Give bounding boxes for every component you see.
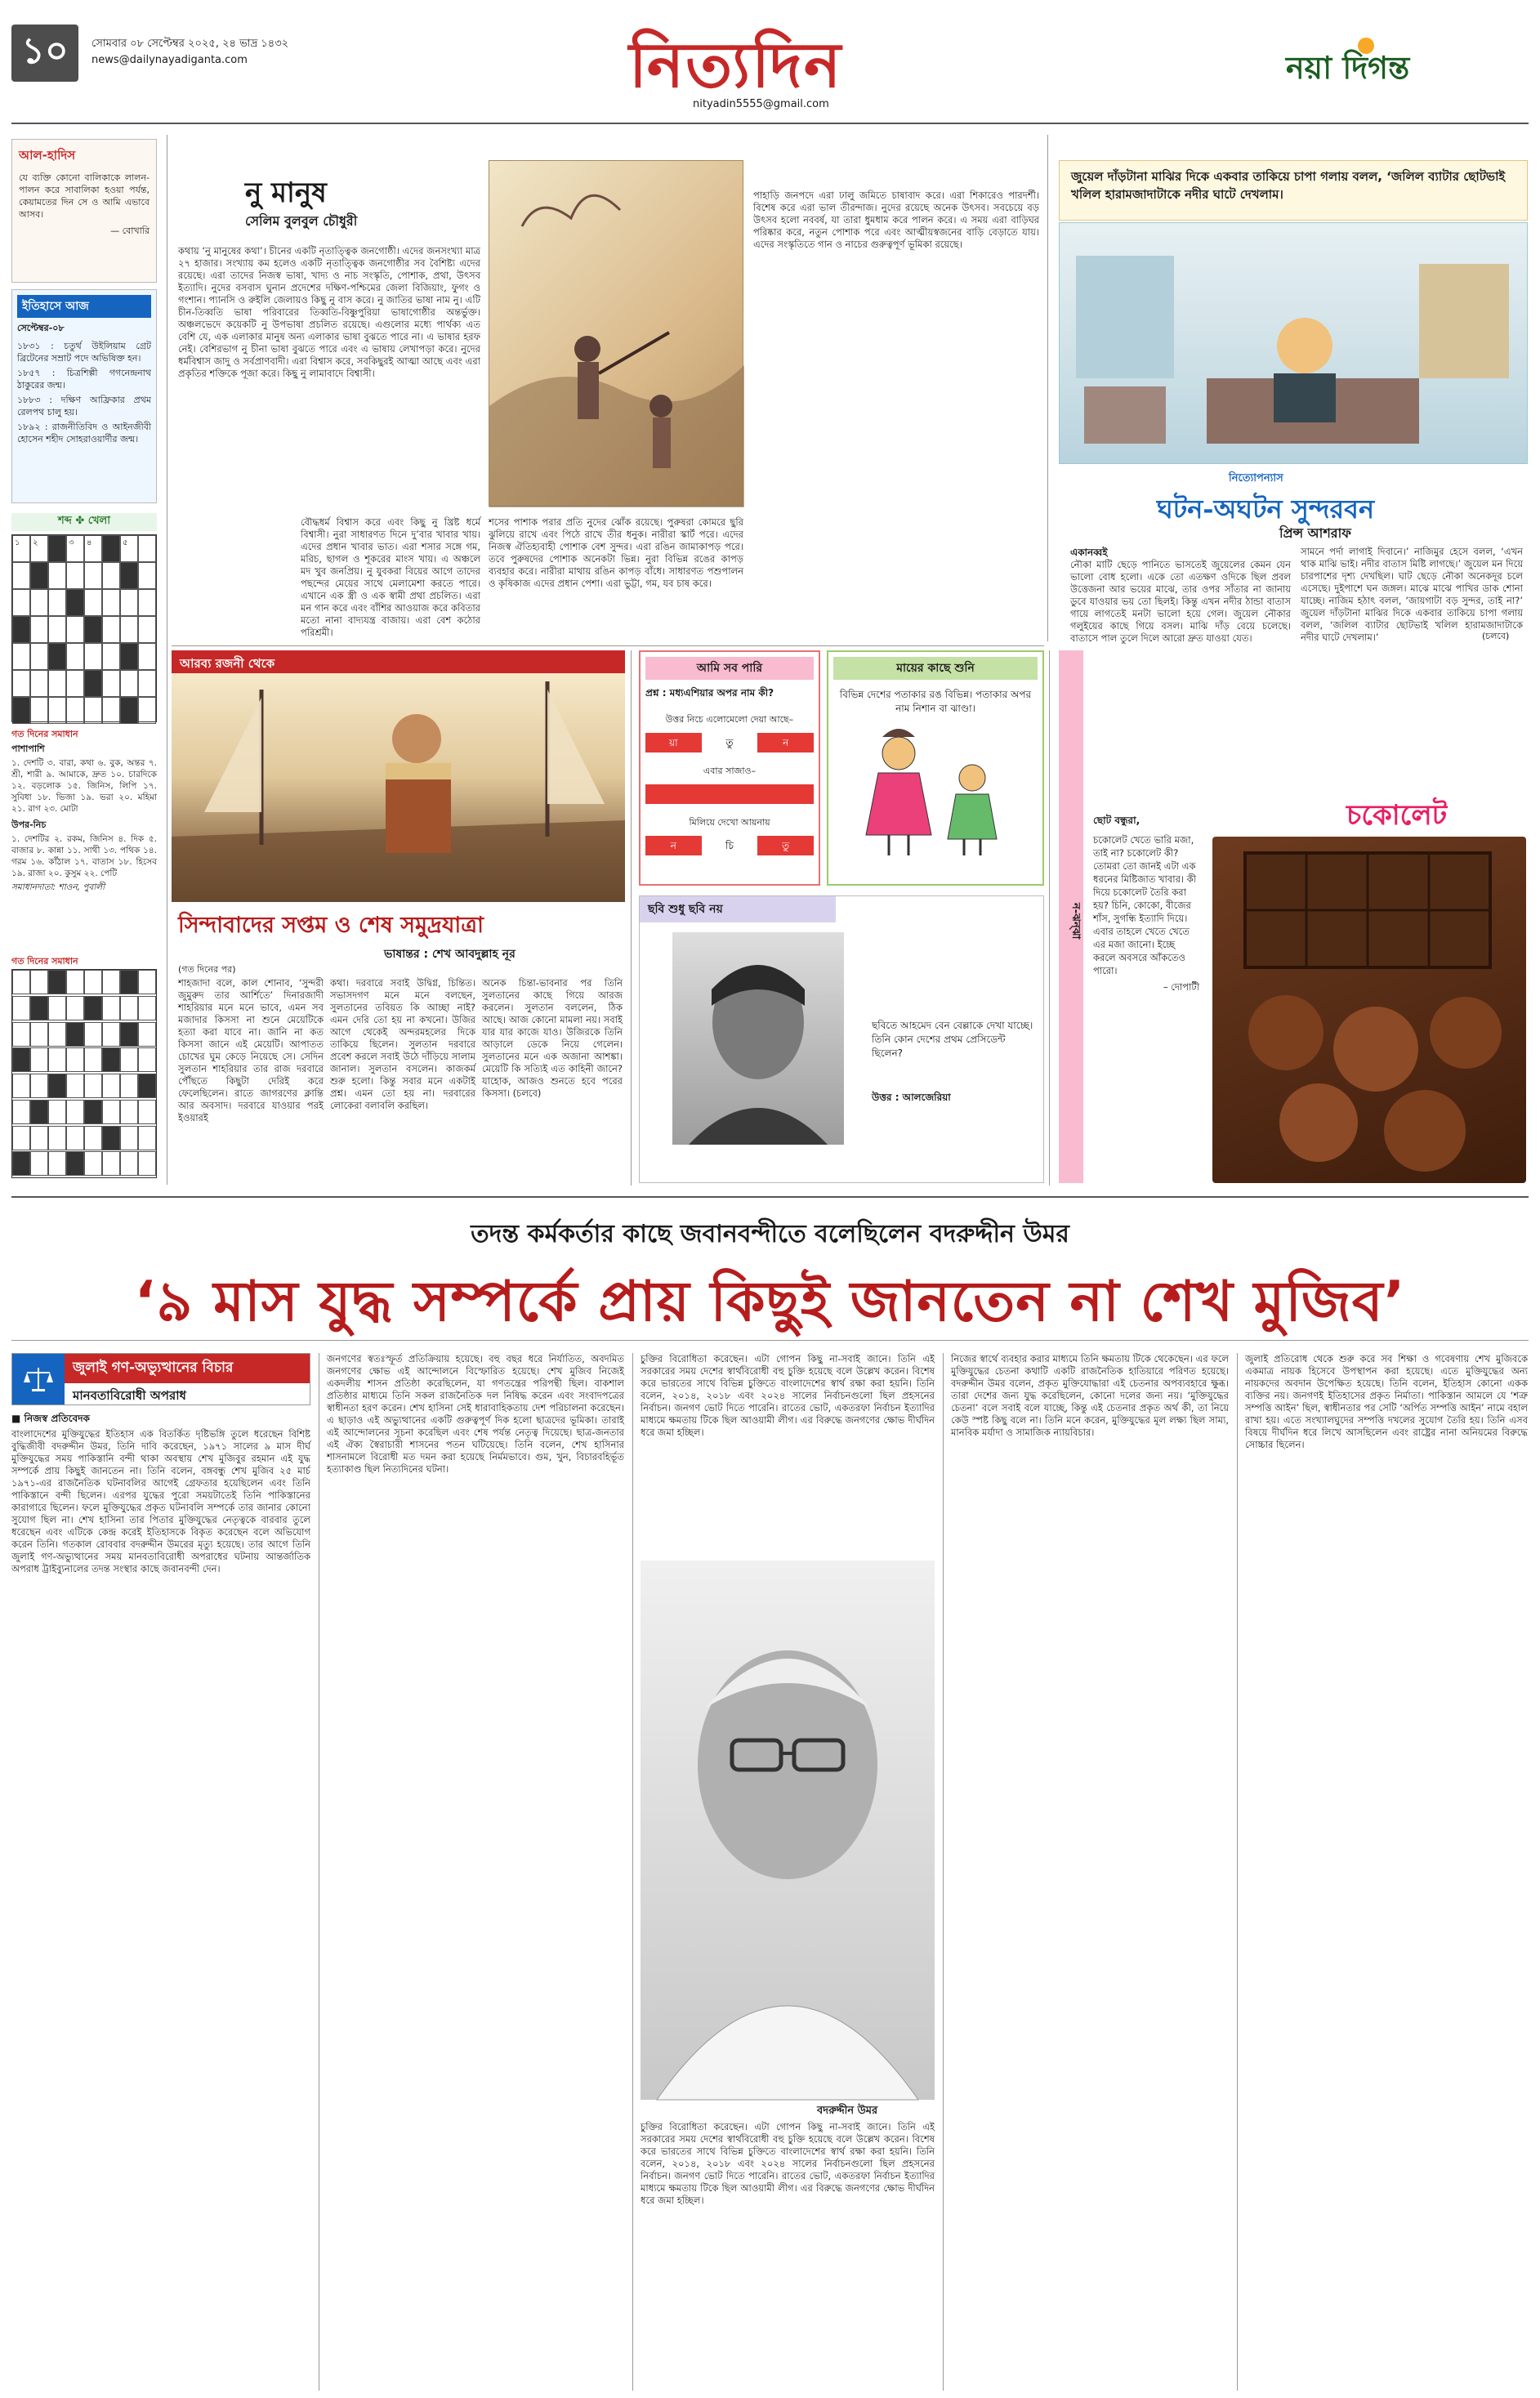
- crossword-block: [120, 562, 138, 589]
- crossword-cell[interactable]: [48, 616, 66, 643]
- poem-title: ছোট বন্ধুরা,: [1093, 815, 1140, 826]
- section-sub: মানবতাবিরোধী অপরাধ: [73, 1388, 186, 1403]
- crossword-cell[interactable]: [30, 670, 48, 697]
- quiz-label: আমি সব পারি: [645, 657, 814, 680]
- solution-block: [48, 1074, 66, 1098]
- crossword-cell[interactable]: [120, 670, 138, 697]
- crossword-cell[interactable]: [30, 697, 48, 724]
- solution-cell: [138, 1151, 156, 1176]
- crossword-cell[interactable]: [102, 670, 120, 697]
- solution-cell: [84, 1126, 102, 1150]
- novel-body-col1: নৌকা মাটি ছেড়ে পানিতে ভাসতেই জুয়েলের কেমন যেন ভালো বোধ হলো। একে তো এতক্ষণ ওদিকে ছিল প্রবল উত্তেজনা আর ভয়ের মাঝে, তার ওপর সাঁতার না জানায় ডুবে যাওয়ার ভয় তো ছিলই। কিন্তু এখন নদীর ঠান্ডা বাতাস গায়ে লাগতেই মনটা ভালো হয়ে গেল। জুয়েল নৌকার গলুইয়ের কাছে গিয়ে বসল। মাঝি দাঁড় বেয়ে চলেছে। বাতাসে পাল তুলে দিলে আরো দ্রুত যাওয়া যেত।: [1070, 559, 1291, 644]
- novel-label: নিত্যোপন্যাস: [1229, 472, 1283, 485]
- solution-block: [102, 1126, 120, 1150]
- quiz-tile: চি: [702, 836, 758, 855]
- scales-icon: [12, 1354, 65, 1404]
- solution-cell: [12, 1100, 30, 1124]
- crossword-block: [84, 616, 102, 643]
- crossword-block: [48, 643, 66, 670]
- solution-cell: [66, 970, 84, 994]
- section-divider: [11, 1196, 1529, 1198]
- children-illustration: [833, 721, 1038, 860]
- history-box: [11, 289, 157, 503]
- hunter-illustration: [489, 160, 743, 507]
- crossword-cell[interactable]: [102, 616, 120, 643]
- crossword-block: [12, 697, 30, 724]
- novel-section: একানব্বই: [1070, 547, 1108, 558]
- solution-cell: [120, 1151, 138, 1176]
- crossword-cell[interactable]: [138, 562, 156, 589]
- arabian-body-col3: অনেক চিন্তা-ভাবনার পর তিনি সুলতানের কাছে গিয়ে আরজ করলেন। সুলতান বললেন, ঠিক আছে। আজ কোনো মামলা নয়। সবাই যার যার কাজে যাও। উজিরকে তিনি আড়ালে ডেকে নিয়ে গেলেন। সুলতানের মনে এক অজানা আশঙ্কা। মেয়েটি কি সত্যিই এত কাহিনী জানে? যাহোক, আজও শুনতে হবে পরের কিসসা। (চলবে): [482, 977, 623, 1099]
- down-clues: ১. দেশটির ২. রকম, জিনিস ৪. দিক ৫. বাজার ৮. কান্না ১১. সাথী ১৩. পথিক ১৪. গরম ১৬. কাঁঠাল ১৭. বাতাস ১৮. হিসেব ১৯. রাজা ২০. কুসুম ২২. পেটি: [11, 834, 157, 878]
- solution-cell: [102, 970, 120, 994]
- solution-cell: [30, 1151, 48, 1176]
- history-item: ১৮৫৭ : চিত্রশিল্পী গগনেন্দ্রনাথ ঠাকুরের জন্ম।: [17, 368, 151, 391]
- solution-cell: [102, 996, 120, 1020]
- solution-block: [102, 1047, 120, 1072]
- quiz-hint: এবার সাজাও–: [703, 766, 757, 776]
- lead-body-col3: চুক্তির বিরোধিতা করেছেন। এটা গোপন কিছু না-সবাই জানে। তিনি এই সরকারের সময় দেশের স্বার্থবিরোধী বহু চুক্তি হয়েছে বলে উল্লেখ করেন। বিশেষ করে ভারতের সাথে বিভিন্ন চুক্তিতে বাংলাদেশের স্বার্থ রক্ষা করা হয়নি। তিনি বলেন, ২০১৪, ২০১৮ এবং ২০২৪ সালের নির্বাচনগুলো ছিল প্রহসনের নির্বাচন। জনগণ ভোট দিতে পারেনি। রাতের ভোট, একতরফা নির্বাচন ইত্যাদির মাধ্যমে ক্ষমতায় টিকে ছিল আওয়ামী লীগ। এর বিরুদ্ধে জনগণের ক্ষোভ দীর্ঘদিন ধরে জমা হচ্ছিল।: [641, 1353, 935, 1438]
- photo-quiz-label: ছবি শুধু ছবি নয়: [640, 896, 836, 922]
- crossword-prev-title: গত দিনের সমাধান: [11, 729, 78, 739]
- crossword-cell[interactable]: ১: [12, 535, 30, 562]
- article-body: কথায় ‘নু মানুষের কথা’। চীনের একটি নৃতাত্ত্বিক জনগোষ্ঠী। এদের জনসংখ্যা মাত্র ২৭ হাজার। সংখ্যায় কম হলেও একটি নৃতাত্ত্বিক জনগোষ্ঠীর সব বৈশিষ্ট্য এদের রয়েছে। এরা তাদের নিজস্ব ভাষা, খাদ্য ও নাচ সংস্কৃতি, পোশাক, প্রথা, উৎসব ইত্যাদি। নুদের বসবাস ঘুনান প্রদেশের দক্ষিণ-পশ্চিমের জেলা বিজিয়াং, ফুগং ও গংশান। প্যানসি ও রুইলি জেলায়ও কিছু নু বাস করে। নু জাতির ভাষা নাম নু। এটি চীন-তিব্বতি ভাষা পরিবারের তিব্বতি-বিষ্ণুপুরিয়া ভাষাগোষ্ঠীর অন্তর্ভুক্ত। অঞ্চলভেদে কয়েকটি নু উপভাষা প্রচলিত রয়েছে। এগুলোর মধ্যে পার্থক্য এত বেশি যে, এক এলাকার মানুষ অন্য এলাকার ভাষা বুঝতে পারে না। এ ভাষার হরফ নেই। বেশিরভাগ নু চীনা ভাষা বুঝতে পারে এবং এ ভাষায় লেখাপড়া করে। নুদের ধর্মবিশ্বাস জাদু ও সর্বপ্রাণবাদী। এরা বিশ্বাস করে, সবকিছুরই আত্মা আছে এবং এরা প্রকৃতির শক্তিকে পূজা করে। কিছু নু লামাবাদে বিশ্বাসী।: [178, 245, 480, 379]
- across-title: পাশাপাশি: [11, 744, 45, 754]
- quiz-tile: ন: [757, 733, 814, 752]
- solution-block: [66, 1151, 84, 1176]
- solution-cell: [30, 1126, 48, 1150]
- solution-block: [12, 1151, 30, 1176]
- novel-intro: জুয়েল দাঁড়টানা মাঝির দিকে একবার তাকিয়ে চাপা গলায় বলল, ‘জলিল ব্যাটার ছোটভাই খলিল হারামজাদাটাকে নদীর ঘাটে দেখলাম।: [1059, 160, 1528, 221]
- mother-box: [827, 650, 1044, 886]
- column-divider: [1237, 1353, 1238, 2391]
- crossword-block: [48, 535, 66, 562]
- solution-block: [84, 996, 102, 1020]
- solution-cell: [120, 1047, 138, 1072]
- arabian-label-bar: [172, 650, 625, 673]
- chocolate-poem: [1093, 814, 1199, 996]
- solution-block: [12, 1047, 30, 1072]
- novel-body-col2: সামনে পর্দা লাগাই দিবানে।’ নাজিমুর হেসে বলল, ‘এখন থাক মাঝি ভাই। নদীর বাতাস মিষ্টি লাগছে।’ জুয়েল মন দিয়ে চারপাশের দৃশ্য দেখছিল। ঘাট ছেড়ে নৌকা অনেকদূর চলে এসেছে। দুইপাশে ঘন জঙ্গল। মাঝে মাঝে পাখির ডাক শোনা যাচ্ছে। নাজিম হঠাৎ বলল, ‘জায়গাটা বড় সুন্দর, তাই না?’ জুয়েল দাঁড়টানা মাঝির দিকে একবার তাকিয়ে চাপা গলায় বলল, ‘জলিল ব্যাটার ছোটভাই খলিল হারামজাদাটাকে নদীর ঘাটে দেখলাম।’: [1301, 546, 1523, 643]
- portrait-photo: [672, 932, 844, 1145]
- across-clues: ১. দেশটি ৩. বারা, কথা ৬. বুক, অন্তর ৭. শ্রী, শারী ৯. আমাকে, দ্রুত ১০. চারদিকে ১২. বড়লোক ১৫. জিনিস, লিপি ১৭. সুবিধা ১৮. ভিজা ১৯. ভরা ২০. মহিমা ২১. রাগ ২৩. মোটা: [11, 758, 157, 814]
- novel-title: ঘটন-অঘটন সুন্দরবন: [1157, 493, 1375, 525]
- crossword-block: [120, 643, 138, 670]
- crossword-block: [66, 589, 84, 616]
- solution-cell: [102, 1074, 120, 1098]
- solution-cell: [30, 1047, 48, 1072]
- crossword-cell[interactable]: ৪: [84, 535, 102, 562]
- solution-cell: [138, 1100, 156, 1124]
- solution-cell: [66, 996, 84, 1020]
- solution-cell: [120, 1126, 138, 1150]
- solution-cell: [12, 970, 30, 994]
- history-item: ১৮৩১ : চতুর্থ উইলিয়াম গ্রেট ব্রিটেনের সম্রাট পদে অভিষিক্ত হন।: [17, 341, 151, 364]
- crossword-block: [84, 670, 102, 697]
- column-divider: [1047, 135, 1048, 641]
- down-title: উপর-নিচ: [11, 819, 47, 830]
- solution-cell: [84, 1047, 102, 1072]
- mother-label: মায়ের কাছে শুনি: [833, 657, 1038, 680]
- section-divider: [11, 1340, 1529, 1341]
- article-body-col4: পাহাড়ি জনপদে এরা ঢালু জমিতে চাষাবাদ করে। এরা শিকারেও পারদর্শী। বিশেষ করে এরা ভাল তীরন্দাজ। নুদের রয়েছে অনেক উৎসব। সবচেয়ে বড় উৎসব হলো নববর্ষ, যা তারা ধুমধাম করে পালন করে। এ সময় এরা বাড়িঘর পরিষ্কার করে, নতুন পোশাক পরে এবং আত্মীয়স্বজনের বাড়ি বেড়াতে যায়। এদের সংস্কৃতিতে গান ও নাচের গুরুত্বপূর্ণ ভূমিকা রয়েছে।: [753, 190, 1039, 250]
- solution-cell: [12, 1022, 30, 1047]
- photo-quiz-text: ছবিতে আহমেদ বেন বেল্লাকে দেখা যাচ্ছে। তিনি কোন দেশের প্রথম প্রেসিডেন্ট ছিলেন?: [872, 1020, 1033, 1059]
- date-line: সোমবার ০৮ সেপ্টেম্বর ২০২৫, ২৪ ভাদ্র ১৪৩২: [92, 38, 289, 50]
- crossword-cell[interactable]: [84, 697, 102, 724]
- crossword-solution-title: গত দিনের সমাধান: [11, 956, 78, 967]
- solution-block: [66, 1022, 84, 1047]
- lead-body-col3b: চুক্তির বিরোধিতা করেছেন। এটা গোপন কিছু না-সবাই জানে। তিনি এই সরকারের সময় দেশের স্বার্থবিরোধী বহু চুক্তি হয়েছে বলে উল্লেখ করেন। বিশেষ করে ভারতের সাথে বিভিন্ন চুক্তিতে বাংলাদেশের স্বার্থ রক্ষা করা হয়নি। তিনি বলেন, ২০১৪, ২০১৮ এবং ২০২৪ সালের নির্বাচনগুলো ছিল প্রহসনের নির্বাচন। জনগণ ভোট দিতে পারেনি। রাতের ভোট, একতরফা নির্বাচন ইত্যাদির মাধ্যমে ক্ষমতায় টিকে ছিল আওয়ামী লীগ। এর বিরুদ্ধে জনগণের ক্ষোভ দীর্ঘদিন ধরে জমা হচ্ছিল।: [641, 2121, 935, 2206]
- arabian-title: সিন্দাবাদের সপ্তম ও শেষ সমুদ্রযাত্রা: [178, 913, 484, 938]
- quiz-hint: উত্তর নিচে এলোমেলো দেয়া আছে–: [665, 714, 794, 725]
- crossword-clues: [11, 742, 157, 895]
- solution-cell: [84, 1151, 102, 1176]
- solution-block: [120, 1022, 138, 1047]
- lead-headline: ‘৯ মাস যুদ্ধ সম্পর্কে প্রায় কিছুই জানতেন না শেখ মুজিব’: [134, 1270, 1406, 1334]
- sindbad-illustration: [172, 673, 625, 902]
- solution-block: [84, 1100, 102, 1124]
- poem-credit: – দোপাটী: [1163, 981, 1199, 993]
- quiz-hint: মিলিয়ে দেখো আয়নায়: [689, 817, 770, 828]
- solution-cell: [12, 1126, 30, 1150]
- column-divider: [631, 650, 632, 1186]
- crossword-cell[interactable]: [12, 589, 30, 616]
- umar-portrait: [641, 1561, 935, 2100]
- crossword-cell[interactable]: [138, 643, 156, 670]
- crossword-solution-grid: [11, 969, 157, 1178]
- solution-cell: [102, 1151, 120, 1176]
- photo-quiz-answer: উত্তর : আলজেরিয়া: [872, 1092, 951, 1103]
- solution-cell: [84, 1074, 102, 1098]
- crossword-cell[interactable]: ২: [30, 535, 48, 562]
- crossword-cell[interactable]: [138, 616, 156, 643]
- solution-cell: [48, 996, 66, 1020]
- crossword-cell[interactable]: [12, 562, 30, 589]
- crossword-block: [120, 697, 138, 724]
- solution-cell: [30, 1022, 48, 1047]
- article-body-col3: শসের পাশাক পরার প্রতি নুদের ঝোঁক রয়েছে। পুরুষরা কোমরে ছুরি ঝুলিয়ে রাখে এবং পিঠে রাখে তীর ধনুক। নারীরা স্কার্ট পরে। এদের নিজস্ব ঐতিহ্যবাহী পোশাক বেশ সুন্দর। এরা রঙিন জামাকাপড় পরে। তবে পুরুষদের পোশাক অনেকটা ভিন্ন। নুরা বিভিন্ন রঙের কাপড় ব্যবহার করে। নারীরা মাথায় রঙিন কাপড় বাঁধে। সাধারণত পশুপালন ও কৃষিকাজ এদের প্রধান পেশা। এরা ভুট্টা, গম, যব চাষ করে।: [489, 516, 743, 589]
- chocolate-title: চকোলেট: [1346, 799, 1448, 832]
- photo-caption: বদরুদ্দীন উমর: [817, 2105, 878, 2117]
- crossword-cell[interactable]: [12, 670, 30, 697]
- article-body-col2: বৌদ্ধধর্ম বিশ্বাস করে এবং কিছু নু খ্রিষ্ট ধর্মে বিশ্বাসী। নুরা সাধারণত দিনে দু’বার খাবার খায়। এদের প্রধান খাবার ভাত। এরা শসার সঙ্গে গম, মরিচ, ছাগল ও শূকরের মাংস খায়। এ অঞ্চলে মদ খুব জনপ্রিয়। নু যুবকরা বিয়ের আগে তাদের পছন্দের মেয়ের সাথে মেলামেশা করতে পারে। এখানে এক স্ত্রী ও এক স্বামী প্রথা প্রচলিত। এরা মন গান করে এবং বাঁশির আওয়াজ করে কবিতার মতো নানা বাদ্যযন্ত্র বাজায়। এরা বেশ কঠোর পরিশ্রমী।: [301, 516, 480, 638]
- quiz-tile: য়া: [645, 733, 702, 752]
- quiz-tiles: [645, 836, 814, 855]
- arabian-translator: ভাষান্তর : শেখ আবদুল্লাহ নূর: [384, 948, 516, 961]
- article-author: সেলিম বুলবুল চৌধুরী: [245, 213, 358, 229]
- solution-cell: [120, 1100, 138, 1124]
- crossword-block: [102, 535, 120, 562]
- poem-text: চকোলেট খেতে ভারি মজা, তাই না? চকোলেট কী? তোমরা তো জানই এটা এক ধরনের মিষ্টিজাত খাবার। কী দিয়ে চকোলেট তৈরি করা হয়? চিনি, কোকো, বীজের শাঁস, সুগন্ধি ইত্যাদি দিয়ে। এবার তাহলে খেতে খেতে এর মজা জানো। ইচ্ছে করলে অবসরে আঁকতেও পারো।: [1093, 834, 1197, 976]
- crossword-cell[interactable]: [138, 589, 156, 616]
- crossword-cell[interactable]: [48, 562, 66, 589]
- solution-cell: [120, 1074, 138, 1098]
- mother-text: বিভিন্ন দেশের পতাকার রঙ বিভিন্ন। পতাকার অপর নাম নিশান বা ঝাণ্ডা।: [839, 689, 1032, 714]
- lead-body-col5: জুলাই প্রতিরোধ থেকে শুরু করে সব শিক্ষা ও গবেষণায় শেখ মুজিবকে একমাত্র নায়ক হিসেবে উপস্থাপন করা হয়েছে। এতে মুক্তিযুদ্ধের অন্য নায়কদের অবদান উপেক্ষিত হয়েছে। তিনি বলেন, ইতিহাস কোনো একক ব্যক্তির নয়। জনগণই ইতিহাসের প্রকৃত নির্মাতা। পাকিস্তান আমলে যে ‘শত্রু সম্পত্তি আইন’ ছিল, স্বাধীনতার পর সেটি ‘অর্পিত সম্পত্তি আইন’ নামে বহাল রাখা হয়। এতে সংখ্যালঘুদের সম্পত্তি দখলের সুযোগ তৈরি হয়। তিনি এসব বিষয়ে দীর্ঘদিন ধরে লিখে আসছিলেন এবং রাষ্ট্রের নানা অনিয়মের বিরুদ্ধে সোচ্চার ছিলেন।: [1245, 1353, 1528, 1450]
- solution-cell: [138, 1047, 156, 1072]
- hadith-text: যে ব্যক্তি কোনো বালিকাকে লালন-পালন করে সাবালিকা হওয়া পর্যন্ত, কেয়ামতের দিন সে ও আমি এভাবে আসব।: [19, 172, 150, 220]
- crossword-block: [30, 562, 48, 589]
- solution-block: [30, 1100, 48, 1124]
- crossword-cell[interactable]: [138, 535, 156, 562]
- solution-cell: [12, 996, 30, 1020]
- solution-cell: [138, 996, 156, 1020]
- hadith-title: আল-হাদিস: [19, 148, 76, 163]
- supplement-logo: নিত্যদিন: [629, 29, 843, 101]
- crossword-cell[interactable]: [120, 616, 138, 643]
- solution-cell: [66, 1126, 84, 1150]
- crossword-cell[interactable]: [66, 562, 84, 589]
- history-item: ১৮৯২ : রাজনীতিবিদ ও আইনজীবী হোসেন শহীদ সোহরাওয়ার্দীর জন্ম।: [17, 422, 151, 444]
- crossword-credit: সমাধানদাতা: শাওন, পুবালী: [11, 882, 105, 892]
- byline: ■ নিজস্ব প্রতিবেদক: [11, 1413, 90, 1424]
- solution-cell: [30, 1074, 48, 1098]
- crossword-cell[interactable]: [30, 616, 48, 643]
- photo-quiz-box: [639, 895, 1044, 1183]
- history-item: ১৮৮৩ : দক্ষিণ আফ্রিকার প্রথম রেলপথ চালু হয়।: [17, 395, 151, 418]
- lead-body-col2: জনগণের স্বতঃস্ফূর্ত প্রতিক্রিয়ায় হয়েছে। বহু বছর ধরে নির্যাতিত, অবদমিত জনগণের ক্ষোভ এই আন্দোলনে বিস্ফোরিত হয়েছে। শেখ মুজিব নিজেই একদলীয় শাসন প্রতিষ্ঠা করেছিলেন, যা গণতন্ত্রের পরিপন্থী ছিল। বাকশাল প্রতিষ্ঠার মাধ্যমে তিনি সকল রাজনৈতিক দল নিষিদ্ধ করেন এবং সংবাদপত্রের স্বাধীনতা হরণ করেন। শেখ হাসিনা সেই ধারাবাহিকতায় দেশ পরিচালনা করেছেন। এ ছাড়াও এই অভ্যুত্থানের একটি গুরুত্বপূর্ণ দিক হলো ছাত্রদের ভূমিকা। তারাই এই আন্দোলনের সূচনা করেছিল এবং শেষ পর্যন্ত নেতৃত্ব দিয়েছে। ছাত্র-জনতার এই ঐক্য স্বৈরাচারী শাসনের পতন ঘটিয়েছে। তিনি বলেন, শেখ হাসিনার শাসনামলে বিরোধী মত দমন করা হয়েছে নির্মমভাবে। গুম, খুন, বিচারবহির্ভূত হত্যাকাণ্ড ছিল নিত্যদিনের ঘটনা।: [327, 1353, 624, 1475]
- novel-continued: (চলবে): [1482, 631, 1510, 641]
- solution-cell: [138, 1022, 156, 1047]
- crossword-cell[interactable]: [138, 697, 156, 724]
- solution-cell: [48, 1151, 66, 1176]
- crossword-cell[interactable]: [66, 643, 84, 670]
- crossword-title: শব্দ ✤ খেলা: [11, 513, 157, 531]
- chocolate-photo: [1212, 837, 1526, 1183]
- column-divider: [1049, 650, 1050, 1186]
- crossword-cell[interactable]: [48, 589, 66, 616]
- crossword-cell[interactable]: [102, 643, 120, 670]
- solution-cell: [102, 1022, 120, 1047]
- crossword-cell[interactable]: [30, 589, 48, 616]
- masthead-divider: [11, 123, 1529, 124]
- solution-block: [48, 970, 66, 994]
- crossword-block: [12, 616, 30, 643]
- section-label: জুলাই গণ-অভ্যুত্থানের বিচার: [65, 1354, 310, 1383]
- quiz-question: প্রশ্ন : মধ্যএশিয়ার অপর নাম কী?: [645, 687, 774, 699]
- history-title: ইতিহাসে আজ: [17, 295, 151, 318]
- side-label: ন-ঝন্ঝা: [1059, 650, 1083, 1183]
- crossword-cell[interactable]: ৫: [120, 535, 138, 562]
- solution-cell: [48, 1100, 66, 1124]
- quiz-box: [639, 650, 820, 886]
- solution-block: [138, 1074, 156, 1098]
- crossword-cell[interactable]: [120, 589, 138, 616]
- solution-cell: [30, 970, 48, 994]
- crossword-cell[interactable]: ৩: [66, 535, 84, 562]
- solution-cell: [120, 996, 138, 1020]
- page-number: ১০: [11, 25, 78, 82]
- solution-cell: [48, 1126, 66, 1150]
- column-divider: [943, 1353, 944, 2391]
- hadith-box: [11, 139, 157, 283]
- crossword-cell[interactable]: [102, 697, 120, 724]
- column-divider: [632, 1353, 633, 2391]
- crossword-cell[interactable]: [102, 562, 120, 589]
- solution-cell: [138, 1126, 156, 1150]
- quiz-tile: তু: [702, 733, 758, 752]
- crossword-cell[interactable]: [48, 670, 66, 697]
- crossword-cell[interactable]: [138, 670, 156, 697]
- solution-cell: [138, 970, 156, 994]
- solution-cell: [84, 970, 102, 994]
- solution-cell: [84, 1022, 102, 1047]
- section-label-box: [11, 1353, 310, 1405]
- website-link[interactable]: news@dailynayadiganta.com: [92, 54, 248, 66]
- crossword-grid[interactable]: [11, 534, 157, 722]
- supplement-email[interactable]: nityadin5555@gmail.com: [693, 98, 829, 110]
- arabian-body-col1: শাহজাদা বলে, কাল শোনাব, ‘সুন্দরী জুমুরুদ তার আর্শিতে’ দিনারজাদী শাহরিয়ার মনে মনে ভাবে, এমন সব মজাদার কিসসা না শুনে মেয়েটিকে হত্যা করা যাবে না। জানি না কত কিসসা জানে এই মেয়েটি। আপাতত চোখের ঘুম কেড়ে নিয়েছে সে। সেদিন সুলতান শাহরিয়ার তার রাজ দরবারে পৌঁছতে কিছুটা দেরিই করে ফেলেছিলেন। রাতে জাগরণের ক্লান্তি আর অবসাদ। দরবারে যাওয়ার পরই ইওয়ারই: [178, 977, 324, 1123]
- newspaper-brand: নয়া দিগন্ত: [1286, 50, 1410, 86]
- solution-cell: [66, 1074, 84, 1098]
- arabian-label: আরব্য রজনী থেকে: [180, 656, 275, 671]
- lead-body-col4: নিজের স্বার্থে ব্যবহার করার মাধ্যমে তিনি ক্ষমতায় টিকে থেকেছেন। এর ফলে মুক্তিযুদ্ধের চেতনা কথাটি একটি রাজনৈতিক হাতিয়ারে পরিণত হয়েছে। বদরুদ্দীন উমর বলেন, প্রকৃত মুক্তিযোদ্ধারা এই চেতনার অপব্যবহারে ক্ষুব্ধ। তারা দেশের জন্য যুদ্ধ করেছিলেন, কোনো দলের জন্য নয়। ‘মুক্তিযুদ্ধের চেতনা’ বলে সবাই বলে যাচ্ছে, কিন্তু এই চেতনার প্রকৃত অর্থ কী, তা নিয়ে কেউ স্পষ্ট কিছু বলে না। তিনি মনে করেন, মুক্তিযুদ্ধের মূল লক্ষ্য ছিল সাম্য, মানবিক মর্যাদা ও সামাজিক ন্যায়বিচার।: [951, 1353, 1229, 1438]
- lead-kicker: তদন্ত কর্মকর্তার কাছে জবানবন্দীতে বলেছিলেন বদরুদ্দীন উমর: [471, 1220, 1069, 1248]
- quiz-tiles: [645, 733, 814, 752]
- crossword-cell[interactable]: [48, 697, 66, 724]
- quiz-tile: তু: [757, 836, 814, 855]
- solution-cell: [66, 1100, 84, 1124]
- solution-cell: [12, 1074, 30, 1098]
- solution-block: [30, 996, 48, 1020]
- history-date: সেপ্টেম্বর-০৮: [17, 323, 65, 333]
- crossword-cell[interactable]: [66, 670, 84, 697]
- solution-block: [120, 970, 138, 994]
- hadith-source: — বোখারি: [110, 226, 150, 236]
- solution-cell: [102, 1100, 120, 1124]
- arabian-prev: (গত দিনের পর): [178, 964, 236, 975]
- crossword-cell[interactable]: [84, 589, 102, 616]
- novel-author: প্রিন্স আশরাফ: [1279, 525, 1351, 541]
- crossword-cell[interactable]: [66, 616, 84, 643]
- crossword-cell[interactable]: [12, 643, 30, 670]
- solution-cell: [66, 1047, 84, 1072]
- crossword-cell[interactable]: [84, 562, 102, 589]
- crossword-cell[interactable]: [102, 589, 120, 616]
- section-divider: [172, 645, 1044, 646]
- office-illustration: [1059, 222, 1528, 464]
- quiz-answer-bar[interactable]: [645, 784, 814, 804]
- article-title: নু মানুষ: [245, 176, 327, 209]
- crossword-cell[interactable]: [84, 643, 102, 670]
- crossword-cell[interactable]: [66, 697, 84, 724]
- solution-cell: [48, 1047, 66, 1072]
- crossword-cell[interactable]: [30, 643, 48, 670]
- arabian-body-col2: কথা। দরবারে সবাই উদ্বিগ্ন, চিন্তিত। সভাসদগণ মনে মনে বলছেন, সুলতানের তবিয়ত কি আচ্ছা নাই? এমন দেরি তো হয় না কখনো। উজির আগে থেকেই অন্দরমহলের দিকে তাকিয়ে ছিলেন। সুলতান দরবারে প্রবেশ করলে সবাই উঠে দাঁড়িয়ে সালাম জানাল। সুলতান বসলেন। কাজকর্ম শুরু হলো। কিন্তু সবার মনে একটাই প্রশ্ন। এমন তো হয় না। দরবারের লোকেরা বলাবলি করছিল।: [330, 977, 475, 1111]
- quiz-tile: ন: [645, 836, 702, 855]
- solution-cell: [48, 1022, 66, 1047]
- lead-body-col1: বাংলাদেশের মুক্তিযুদ্ধের ইতিহাস এক বিতর্কিত দৃষ্টিভঙ্গি তুলে ধরেছেন বিশিষ্ট বুদ্ধিজীবী বদরুদ্দীন উমর, তিনি দাবি করেছেন, ১৯৭১ সালের ৯ মাস দীর্ঘ মুক্তিযুদ্ধের সময় পাকিস্তানি বন্দী থাকা অবস্থায় শেখ মুজিবুর রহমান এই যুদ্ধ সম্পর্কে প্রায় কিছুই জানতেন না। তিনি বলেন, বঙ্গবন্ধু শেখ মুজিব ২৫ মার্চ ১৯৭১-এর রাজনৈতিক ঘটনাবলির আগেই গ্রেফতার হয়েছিলেন এবং তিনি পাকিস্তানে বন্দী ছিলেন। এরপর যুদ্ধের পুরো সময়টাতেই তিনি পাকিস্তানের কারাগারে ছিলেন। ফলে মুক্তিযুদ্ধের প্রকৃত ঘটনাবলি সম্পর্কে তার জানার কোনো সুযোগ ছিল না। শেখ হাসিনা তার পিতার মুক্তিযুদ্ধের নেতৃত্বকে বারবার তুলে ধরেছেন এবং এটিকে কেন্দ্র করেই ইতিহাসকে বিকৃত করেছেন বলে অভিযোগ করেন তিনি। গতকাল রোববার বদরুদ্দীন উমরের মৃত্যু হয়েছে। তার আগে তিনি জুলাই গণ-অভ্যুত্থানের সময় মানবতাবিরোধী অপরাধের ঘটনায় আন্তর্জাতিক অপরাধ ট্রাইব্যুনালের তদন্ত সংস্থার কাছে জবানবন্দী দেন।: [11, 1428, 310, 1574]
